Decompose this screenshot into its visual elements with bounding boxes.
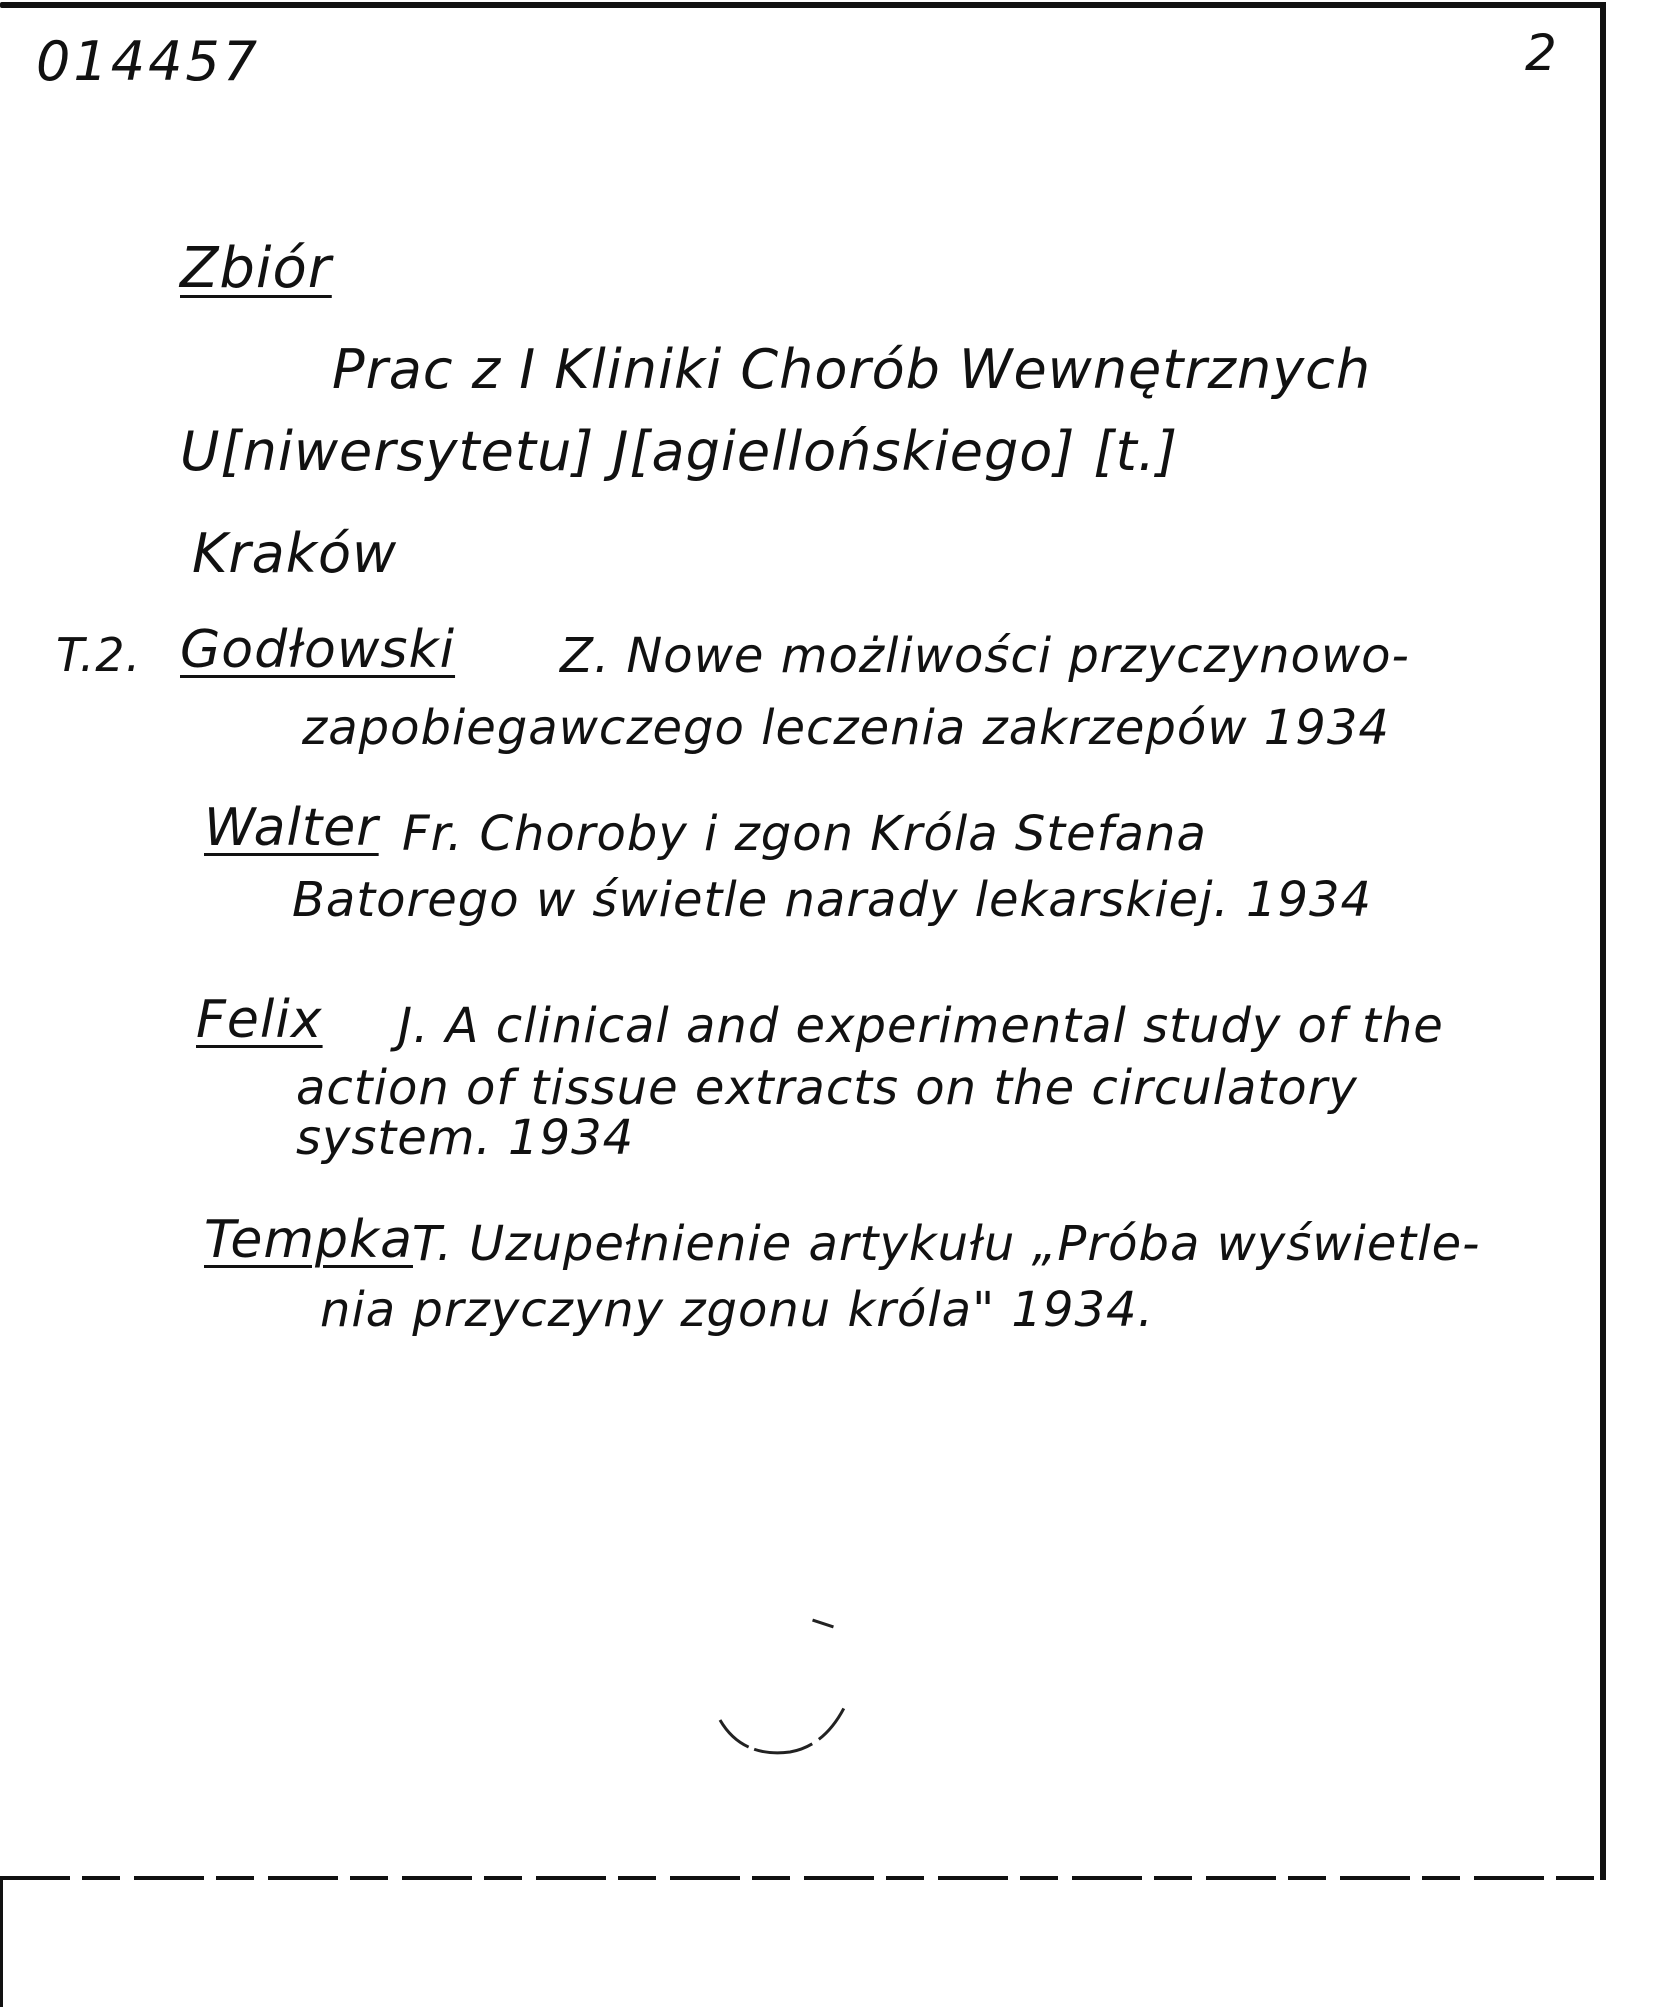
entry-author: Godłowski — [180, 620, 456, 680]
card-edge-left — [0, 1880, 3, 2007]
catalog-number: 014457 — [36, 30, 261, 93]
title-line-2: U[niwersytetu] J[agiellońskiego] [t.] — [180, 420, 1179, 483]
entry-text: T. Uzupełnienie artykułu „Próba wyświetle- — [412, 1216, 1481, 1272]
stray-pencil-mark — [812, 1619, 834, 1629]
punch-hole-mark — [712, 1700, 852, 1760]
entry-text: J. A clinical and experimental study of the — [398, 998, 1444, 1054]
entry-continuation: action of tissue extracts on the circulatory — [296, 1060, 1358, 1116]
card-edge-top — [0, 2, 1606, 8]
entry-continuation: Batorego w świetle narady lekarskiej. 1934 — [292, 872, 1373, 928]
entry-continuation: zapobiegawczego leczenia zakrzepów 1934 — [302, 700, 1390, 756]
title-line-1: Prac z I Kliniki Chorób Wewnętrznych — [332, 338, 1372, 401]
volume-label: T.2. — [56, 628, 142, 682]
title-label: Zbiór — [180, 236, 332, 301]
entry-continuation: system. 1934 — [296, 1110, 635, 1166]
page-number: 2 — [1525, 24, 1558, 82]
entry-continuation: nia przyczyny zgonu króla" 1934. — [320, 1282, 1154, 1338]
place: Kraków — [192, 522, 398, 585]
entry-author: Felix — [196, 990, 323, 1050]
card-edge-right — [1600, 2, 1606, 1880]
card-edge-bottom — [0, 1876, 1606, 1880]
entry-author: Walter — [204, 798, 379, 858]
entry-text: Z. Nowe możliwości przyczynowo- — [560, 628, 1410, 684]
entry-author: Tempka — [204, 1210, 413, 1270]
entry-text: Fr. Choroby i zgon Króla Stefana — [402, 806, 1207, 862]
